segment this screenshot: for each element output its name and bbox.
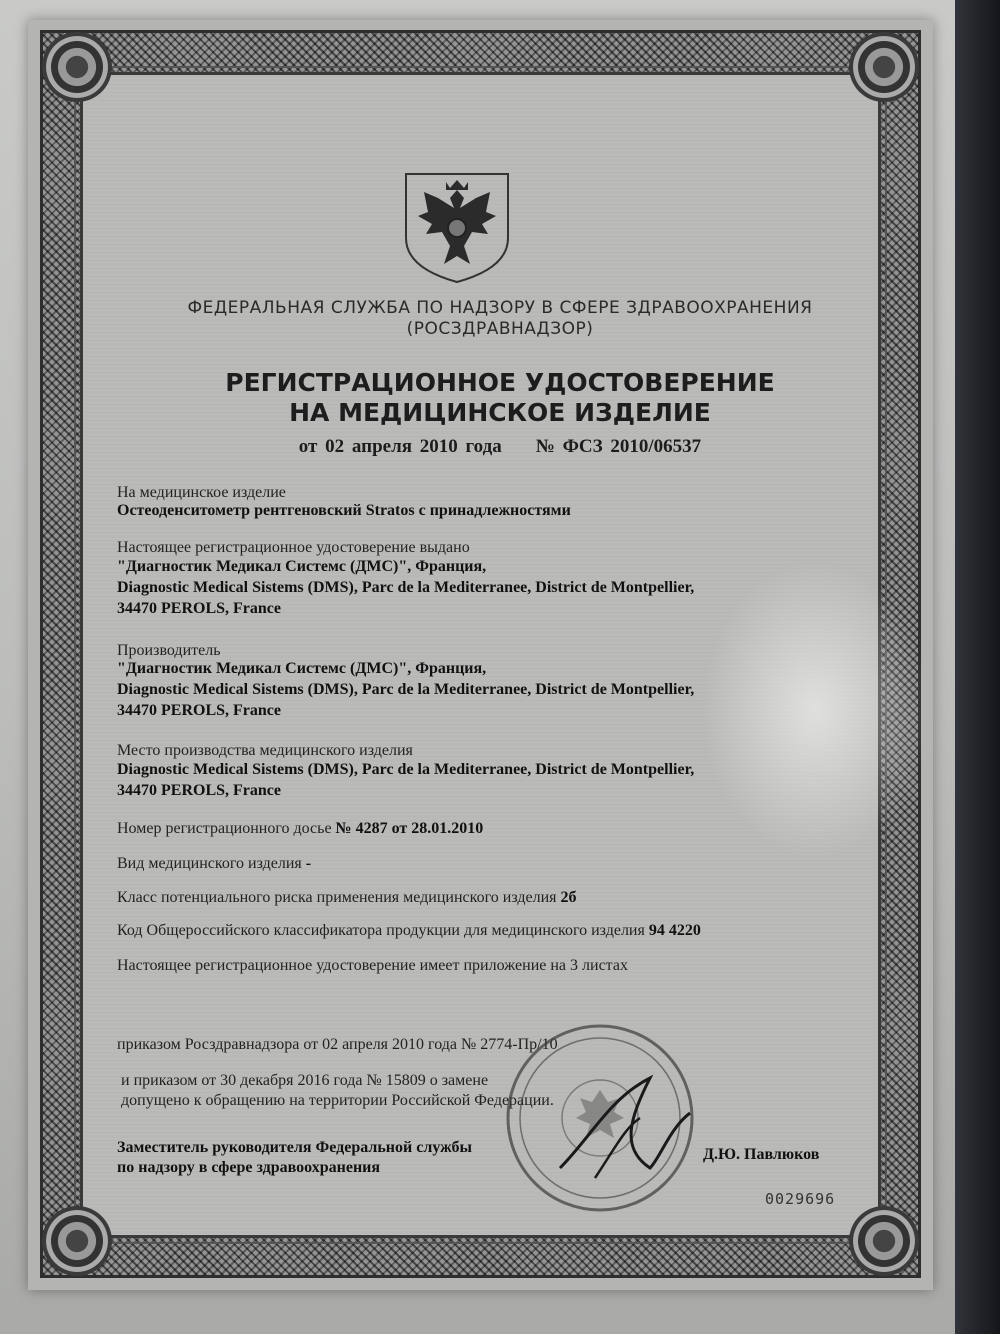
- agency-name: ФЕДЕРАЛЬНАЯ СЛУЖБА ПО НАДЗОРУ В СФЕРЕ ЗДРАВООХРАНЕНИЯ: [187, 298, 813, 318]
- corner-ornament-top-right: [849, 32, 919, 102]
- certificate-number: № ФСЗ 2010/06537: [535, 436, 702, 457]
- manufacturer-line3: 34470 PEROLS, France: [117, 702, 281, 719]
- order-line2: и приказом от 30 декабря 2016 года № 15809 о замене: [121, 1072, 489, 1089]
- manufacturer-line2: Diagnostic Medical Sistems (DMS), Parc de la Mediterranee, District de Montpellier,: [117, 681, 695, 698]
- serial-number: 0029696: [765, 1190, 836, 1208]
- issued-to-line2: Diagnostic Medical Sistems (DMS), Parc de la Mediterranee, District de Montpellier,: [117, 579, 695, 596]
- certificate-date-number: [0, 436, 1000, 458]
- order-line1: приказом Росздравнадзора от 02 апреля 2010 года № 2774-Пр/10: [117, 1036, 558, 1053]
- agency-short-name: (РОСЗДРАВНАДЗОР): [406, 319, 594, 339]
- production-site-line1: Diagnostic Medical Sistems (DMS), Parc de la Mediterranee, District de Montpellier,: [117, 761, 695, 778]
- risk-class-line: Класс потенциального риска применения медицинского изделия 2б: [117, 889, 577, 906]
- certificate-subtitle: НА МЕДИЦИНСКОЕ ИЗДЕЛИЕ: [289, 398, 711, 427]
- dossier-line: Номер регистрационного досье № 4287 от 28.01.2010: [117, 820, 484, 837]
- corner-ornament-bottom-right: [849, 1206, 919, 1276]
- coat-of-arms-icon: [398, 168, 516, 286]
- order-line3: допущено к обращению на территории Российской Федерации.: [121, 1092, 554, 1109]
- manufacturer-line1: "Диагностик Медикал Системс (ДМС)", Франция,: [117, 660, 487, 677]
- manufacturer-label: Производитель: [117, 642, 221, 659]
- device-value: Остеоденситометр рентгеновский Stratos с принадлежностями: [117, 502, 571, 519]
- device-type-line: Вид медицинского изделия -: [117, 855, 312, 872]
- signer-name: Д.Ю. Павлюков: [703, 1146, 820, 1163]
- device-label: На медицинское изделие: [117, 484, 286, 501]
- production-site-label: Место производства медицинского изделия: [117, 742, 413, 759]
- official-seal-icon: [500, 1018, 700, 1218]
- issued-to-label: Настоящее регистрационное удостоверение выдано: [117, 539, 470, 556]
- certificate-date: от 02 апреля 2010 года: [298, 436, 502, 457]
- okp-code-line: Код Общероссийского классификатора продукции для медицинского изделия 94 4220: [117, 922, 701, 939]
- signer-title: Заместитель руководителя Федеральной службы по надзору в сфере здравоохранения: [117, 1139, 472, 1176]
- corner-ornament-bottom-left: [42, 1206, 112, 1276]
- corner-ornament-top-left: [42, 32, 112, 102]
- appendix-line: Настоящее регистрационное удостоверение имеет приложение на 3 листах: [117, 957, 628, 974]
- issued-to-line1: "Диагностик Медикал Системс (ДМС)", Франция,: [117, 558, 487, 575]
- production-site-line2: 34470 PEROLS, France: [117, 782, 281, 799]
- issued-to-line3: 34470 PEROLS, France: [117, 600, 281, 617]
- certificate-title: РЕГИСТРАЦИОННОЕ УДОСТОВЕРЕНИЕ: [225, 368, 775, 397]
